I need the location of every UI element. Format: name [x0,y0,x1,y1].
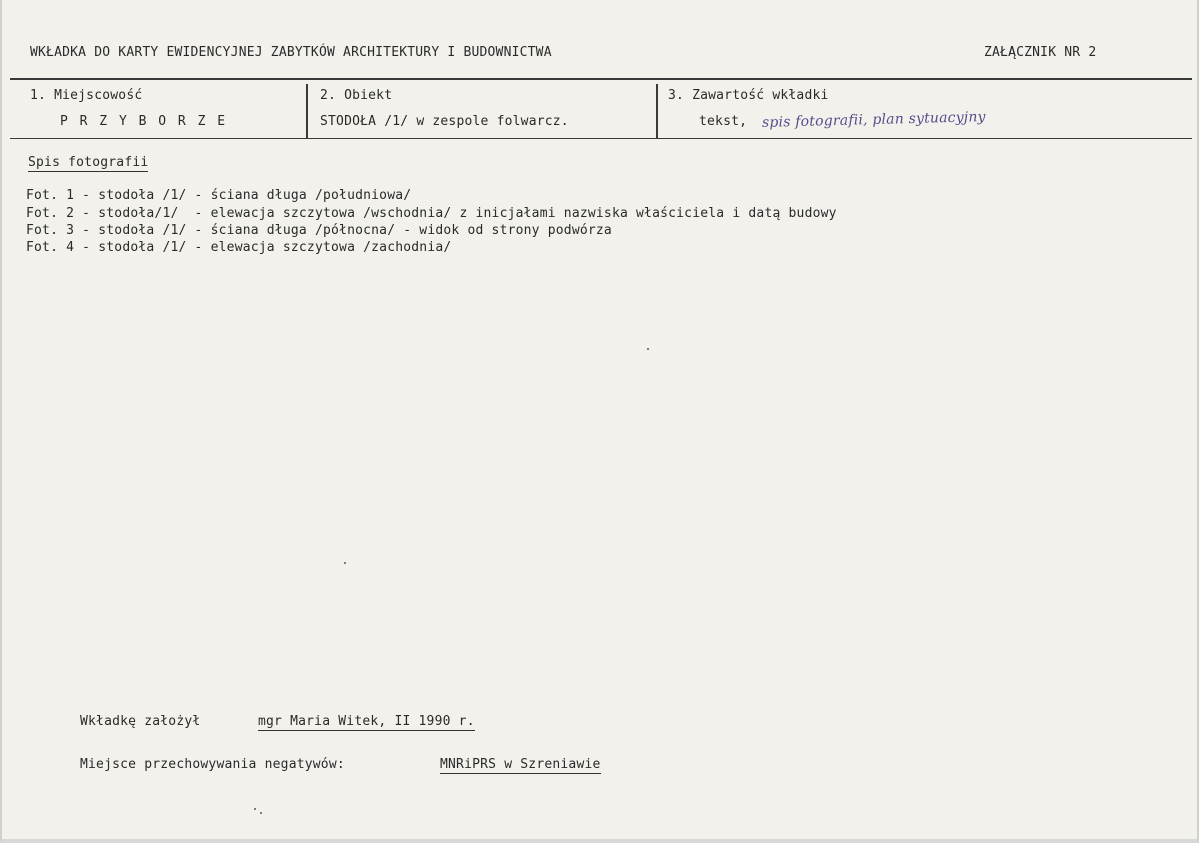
photo-list-item: Fot. 1 - stodoła /1/ - ściana długa /południowa/ [26,188,412,203]
created-by-value: mgr Maria Witek, II 1990 r. [258,714,475,729]
contents-label: 3. Zawartość wkładki [668,88,829,103]
paper-speck [254,808,256,810]
table-top-border [10,78,1192,80]
photo-list-item: Fot. 3 - stodoła /1/ - ściana długa /północna/ - widok od strony podwórza [26,223,612,238]
created-by-label: Wkładkę założył [80,714,201,729]
annex-number: ZAŁĄCZNIK NR 2 [984,45,1097,60]
paper-speck [647,348,649,350]
storage-value: MNRiPRS w Szreniawie [440,757,601,772]
paper-speck [260,812,262,814]
object-value: STODOŁA /1/ w zespole folwarcz. [320,114,569,129]
photo-list-heading: Spis fotografii [28,155,149,170]
document-title: WKŁADKA DO KARTY EWIDENCYJNEJ ZABYTKÓW ARCHITEKTURY I BUDOWNICTWA [30,45,552,60]
object-label: 2. Obiekt [320,88,393,103]
photo-list-item: Fot. 2 - stodoła/1/ - elewacja szczytowa /wschodnia/ z inicjałami nazwiska właściciela i datą budowy [26,206,837,221]
table-divider-1 [306,84,308,138]
locality-value: P R Z Y B O R Z E [60,114,228,129]
contents-handwritten: spis fotografii, plan sytuacyjny [761,109,986,131]
contents-typed: tekst, [699,114,748,129]
locality-label: 1. Miejscowość [30,88,143,103]
storage-label: Miejsce przechowywania negatywów: [80,757,345,772]
paper-speck [344,562,346,564]
table-bottom-border [10,138,1192,139]
table-divider-2 [656,84,658,138]
photo-list-item: Fot. 4 - stodoła /1/ - elewacja szczytowa /zachodnia/ [26,240,452,255]
